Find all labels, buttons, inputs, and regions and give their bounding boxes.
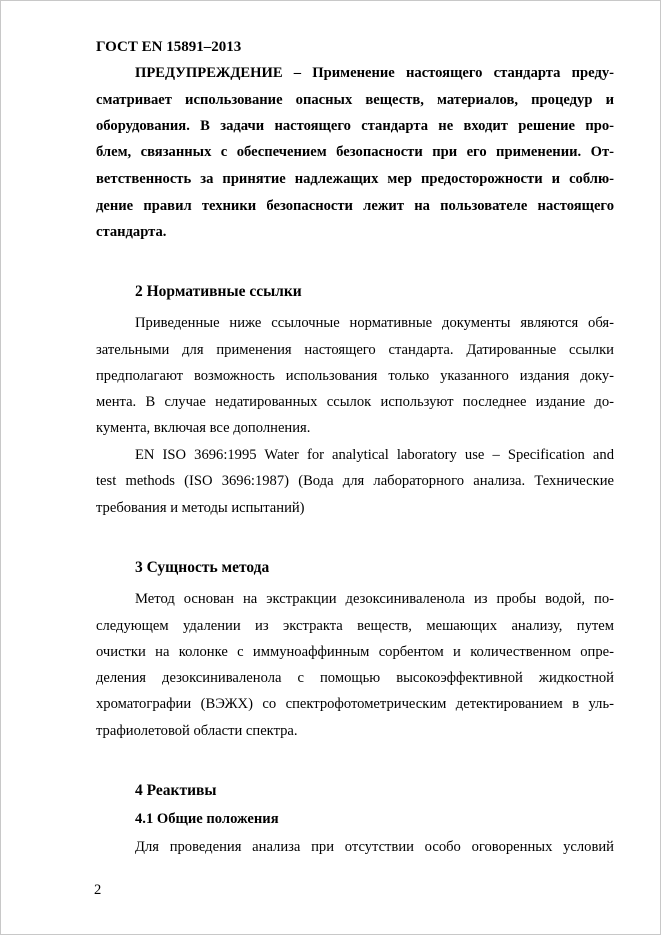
page-number: 2 xyxy=(94,882,102,898)
text-line: Метод основан на экстракции дезоксиниваленола из пробы водой, по- xyxy=(135,591,614,607)
text-line: блем, связанных с обеспечением безопасности при его применении. От- xyxy=(96,144,614,160)
text-line: ПРЕДУПРЕЖДЕНИЕ – Применение настоящего стандарта преду- xyxy=(135,65,614,81)
text-line: Приведенные ниже ссылочные нормативные документы являются обя- xyxy=(135,315,614,331)
section-heading: 4 Реактивы xyxy=(135,782,217,799)
text-line: трафиолетовой области спектра. xyxy=(96,723,298,739)
text-line: мента. В случае недатированных ссылок используют последнее издание до- xyxy=(96,394,614,410)
text-line: ветственность за принятие надлежащих мер предосторожности и соблю- xyxy=(96,171,614,187)
text-line: хроматографии (ВЭЖХ) со спектрофотометрическим детектированием в уль- xyxy=(96,696,614,712)
text-line: требования и методы испытаний) xyxy=(96,500,305,516)
text-line: дение правил техники безопасности лежит на пользователе настоящего xyxy=(96,198,614,214)
text-line: Для проведения анализа при отсутствии особо оговоренных условий xyxy=(135,839,614,855)
text-line: очистки на колонке с иммуноаффинным сорбентом и количественном опре- xyxy=(96,644,614,660)
text-line: деления дезоксиниваленола с помощью высокоэффективной жидкостной xyxy=(96,670,614,686)
document-header: ГОСТ EN 15891–2013 xyxy=(96,39,242,55)
text-line: кумента, включая все дополнения. xyxy=(96,420,311,436)
text-line: зательными для применения настоящего стандарта. Датированные ссылки xyxy=(96,342,614,358)
subsection-heading: 4.1 Общие положения xyxy=(135,811,279,827)
text-line: оборудования. В задачи настоящего стандарта не входит решение про- xyxy=(96,118,614,134)
text-line: следующем удалении из экстракта веществ, мешающих анализу, путем xyxy=(96,618,614,634)
text-line: сматривает использование опасных веществ, материалов, процедур и xyxy=(96,92,614,108)
text-line: предполагают возможность использования только указанного издания доку- xyxy=(96,368,614,384)
text-line: test methods (ISO 3696:1987) (Вода для лабораторного анализа. Технические xyxy=(96,473,614,489)
section-heading: 2 Нормативные ссылки xyxy=(135,283,302,300)
text-line: EN ISO 3696:1995 Water for analytical laboratory use – Specification and xyxy=(135,447,614,463)
section-heading: 3 Сущность метода xyxy=(135,559,270,576)
text-line: стандарта. xyxy=(96,224,167,240)
